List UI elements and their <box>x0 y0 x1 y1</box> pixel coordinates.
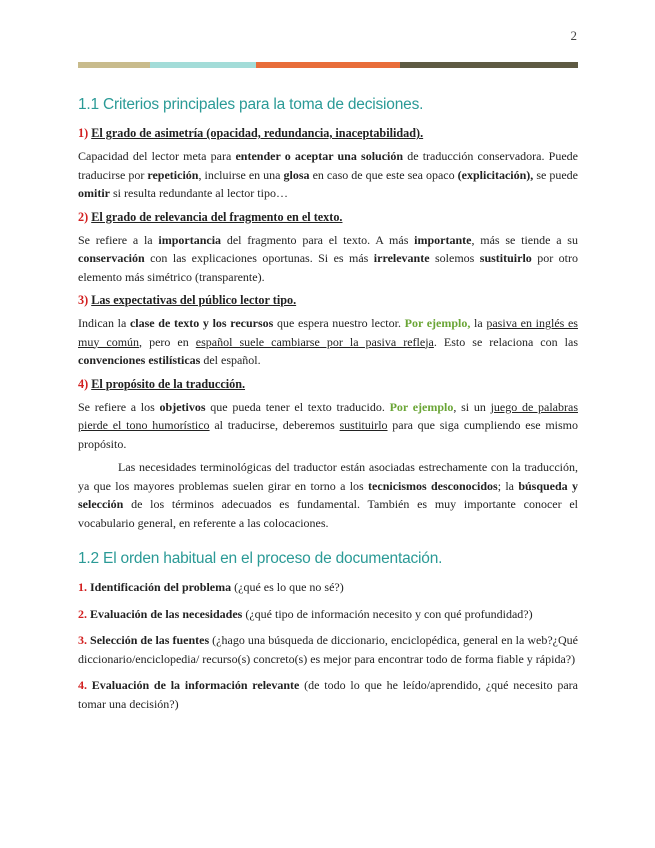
criterion-3-text: Indican la clase de texto y los recursos que espera nuestro lector. Por ejemplo, la pasiva en inglés es muy común, pero en español suele cambiarse por la pasiva refleja. Esto se relaciona con las convenciones estilísticas del español. <box>78 316 578 367</box>
criterion-4-text: Se refiere a los objetivos que pueda tener el texto traducido. Por ejemplo, si un juego de palabras pierde el tono humorístico al traducirse, deberemos sustituirlo para que siga cumpliendo ese mismo propósito. <box>78 399 578 451</box>
criterion-1-heading <box>78 124 578 142</box>
band-segment-aqua <box>150 62 256 68</box>
criterion-number: 4) <box>78 376 89 391</box>
section-heading-criteria: 1.1 Criterios principales para la toma de decisiones. <box>78 96 424 113</box>
step-item: 4. Evaluación de la información relevante (de todo lo que he leído/aprendido, ¿qué necesito para tomar una decisión?) <box>78 678 579 711</box>
band-segment-tan <box>78 62 150 68</box>
step-item: 3. Selección de las fuentes (¿hago una búsqueda de diccionario, enciclopédica, general en la web?¿Qué diccionario/enciclopedia/ recurso(s) concreto(s) es mejor para encontrar todo de forma fiable y rápida?) <box>78 633 578 666</box>
criterion-title: El grado de relevancia del fragmento en el texto. <box>91 209 343 224</box>
criterion-4-heading <box>78 375 578 393</box>
page-number: 2 <box>570 28 577 43</box>
criterion-2-text: Se refiere a la importancia del fragmento para el texto. A más importante, más se tiende a su conservación con las explicaciones oportunas. Si es más irrelevante solemos sustituirlo por otro elemento más simétrico (transparente). <box>78 232 579 284</box>
criterion-2-heading <box>78 208 578 226</box>
band-segment-orange <box>256 62 400 68</box>
criterion-number: 3) <box>78 293 89 307</box>
criterion-number: 2) <box>78 209 89 224</box>
closing-paragraph: Las necesidades terminológicas del traductor están asociadas estrechamente con la traducción, ya que los mayores problemas suelen girar en torno a los tecnicismos desconocidos; la búsqueda y selección de los términos adecuados es fundamental. También es muy importante conocer el vocabulario general, en referente a las colocaciones. <box>78 460 578 530</box>
band-segment-olive <box>400 62 578 68</box>
document-body <box>78 96 578 721</box>
criterion-title: Las expectativas del público lector tipo. <box>91 293 297 307</box>
section-heading-documentation: 1.2 El orden habitual en el proceso de documentación. <box>78 550 443 567</box>
step-item: 1. Identificación del problema (¿qué es lo que no sé?) <box>78 580 344 594</box>
criterion-1-text: Capacidad del lector meta para entender o aceptar una solución de traducción conservadora. Puede traducirse por repetición, incluirse en una glosa en caso de que este sea opaco (explicitación), se puede omitir si resulta redundante al lector tipo… <box>78 149 579 200</box>
header-color-band <box>78 62 578 68</box>
criterion-number: 1) <box>78 126 89 140</box>
step-item: 2. Evaluación de las necesidades (¿qué tipo de información necesito y con qué profundidad?) <box>78 606 533 621</box>
criterion-title: El grado de asimetría (opacidad, redundancia, inaceptabilidad). <box>91 126 424 140</box>
criterion-3-heading <box>78 291 578 309</box>
criterion-title: El propósito de la traducción. <box>91 376 246 391</box>
